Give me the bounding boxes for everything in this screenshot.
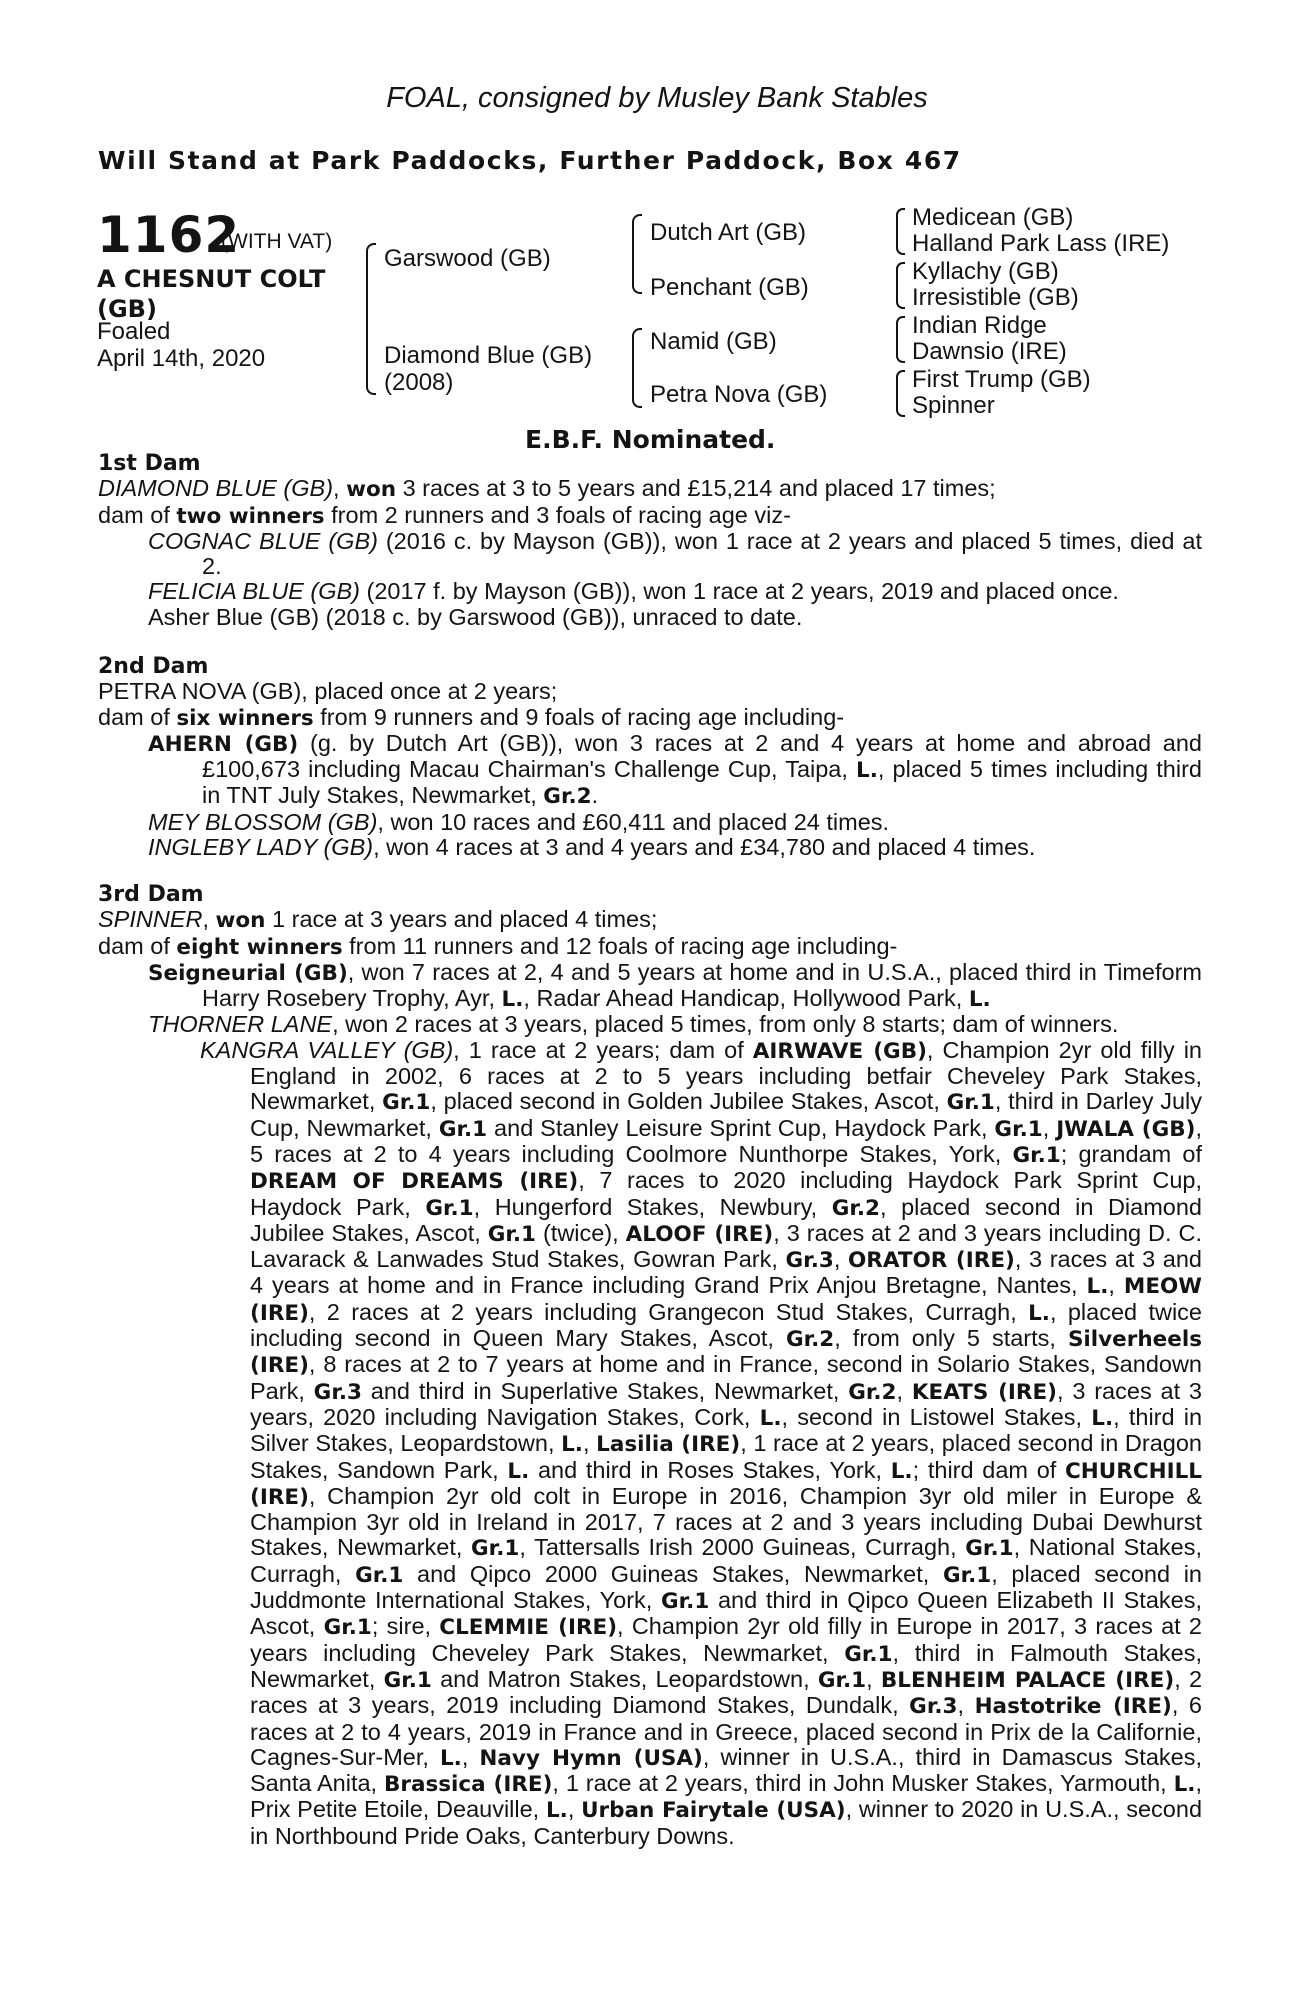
- pedigree-g6: Dawnsio (IRE): [912, 338, 1067, 365]
- pedigree-dam: Diamond Blue (GB): [384, 342, 593, 369]
- second-dam-heading: 2nd Dam: [98, 654, 209, 679]
- third-dam-produce-line: dam of eight winners from 11 runners and 12 foals of racing age including-: [98, 932, 898, 960]
- pedigree-g5: Indian Ridge: [912, 312, 1047, 339]
- pedigree-brace-g3: [896, 316, 905, 363]
- foaled-label: Foaled: [97, 318, 171, 345]
- pedigree-g7: First Trump (GB): [912, 366, 1091, 393]
- pedigree-sire-dam: Penchant (GB): [650, 274, 809, 301]
- second-dam-produce-2: MEY BLOSSOM (GB), won 10 races and £60,411 and placed 24 times.: [148, 808, 890, 835]
- pedigree-brace-sire: [632, 214, 642, 294]
- pedigree-g3: Kyllachy (GB): [912, 258, 1059, 285]
- pedigree-g1: Medicean (GB): [912, 204, 1074, 231]
- first-dam-produce-1: COGNAC BLUE (GB) (2016 c. by Mayson (GB)), won 1 race at 2 years and placed 5 times, died at 2.: [148, 527, 1202, 580]
- pedigree-brace-g1: [896, 208, 905, 255]
- third-dam-heading: 3rd Dam: [98, 882, 204, 907]
- pedigree-dam-year: (2008): [384, 369, 454, 396]
- pedigree-sire: Garswood (GB): [384, 245, 551, 272]
- second-dam-produce-1: AHERN (GB) (g. by Dutch Art (GB)), won 3 races at 2 and 4 years at home and abroad and £100,673 including Macau Chairman's Challenge Cup, Taipa, L., placed 5 times including third in TNT July Stakes, Newmarket, Gr.2.: [148, 729, 1202, 810]
- third-dam-line: SPINNER, won 1 race at 3 years and placed 4 times;: [98, 906, 658, 934]
- third-dam-section: [98, 882, 1202, 1849]
- third-dam-produce-2: THORNER LANE, won 2 races at 3 years, placed 5 times, from only 8 starts; dam of winners.: [148, 1011, 1119, 1038]
- second-dam-line: PETRA NOVA (GB), placed once at 2 years;: [98, 678, 558, 705]
- second-dam-produce-3: INGLEBY LADY (GB), won 4 races at 3 and 4 years and £34,780 and placed 4 times.: [148, 834, 1036, 861]
- ebf-nominated: E.B.F. Nominated.: [525, 425, 776, 454]
- lot-number: 1162: [97, 206, 241, 264]
- pedigree-brace-g2: [896, 262, 905, 309]
- pedigree-brace-dam: [632, 328, 642, 408]
- vat-label: (WITH VAT): [221, 230, 333, 253]
- stand-location: Will Stand at Park Paddocks, Further Paddock, Box 467: [98, 146, 962, 175]
- pedigree-g2: Halland Park Lass (IRE): [912, 230, 1170, 257]
- consignment-line: FOAL, consigned by Musley Bank Stables: [386, 82, 928, 114]
- pedigree-dam-dam: Petra Nova (GB): [650, 381, 828, 408]
- pedigree-brace-g4: [896, 370, 905, 417]
- first-dam-line: DIAMOND BLUE (GB), won 3 races at 3 to 5 years and £15,214 and placed 17 times;: [98, 475, 996, 503]
- pedigree-g4: Irresistible (GB): [912, 284, 1079, 311]
- foaled-info: [97, 318, 265, 372]
- pedigree-g8: Spinner: [912, 392, 995, 419]
- lot-description-line2: (GB): [97, 295, 157, 323]
- pedigree-brace-main: [366, 243, 376, 395]
- first-dam-produce-line: dam of two winners from 2 runners and 3 foals of racing age viz-: [98, 501, 791, 529]
- second-dam-produce-line: dam of six winners from 9 runners and 9 foals of racing age including-: [98, 703, 845, 731]
- pedigree-sire-sire: Dutch Art (GB): [650, 219, 807, 246]
- first-dam-section: [98, 451, 1202, 630]
- lot-description: [97, 264, 325, 324]
- first-dam-produce-2: FELICIA BLUE (GB) (2017 f. by Mayson (GB)), won 1 race at 2 years, 2019 and placed once.: [148, 578, 1119, 605]
- lot-description-line1: A CHESNUT COLT: [97, 265, 326, 293]
- pedigree-dam-sire: Namid (GB): [650, 328, 777, 355]
- second-dam-section: [98, 654, 1202, 860]
- third-dam-produce-1: Seigneurial (GB), won 7 races at 2, 4 and 5 years at home and in U.S.A., placed third in Timeform Harry Rosebery Trophy, Ayr, L., Radar Ahead Handicap, Hollywood Park, L.: [148, 958, 1202, 1013]
- first-dam-heading: 1st Dam: [98, 451, 201, 476]
- foaled-date: April 14th, 2020: [97, 345, 266, 372]
- kangra-valley-paragraph: KANGRA VALLEY (GB), 1 race at 2 years; dam of AIRWAVE (GB), Champion 2yr old filly in England in 2002, 6 races at 2 to 5 years including betfair Cheveley Park Stakes, Newmarket, Gr.1, placed second in Golden Jubilee Stakes, Ascot, Gr.1, third in Darley July Cup, Newmarket, Gr.1 and Stanley Leisure Sprint Cup, Haydock Park, Gr.1, JWALA (GB), 5 races at 2 to 4 years including Coolmore Nunthorpe Stakes, York, Gr.1; grandam of DREAM OF DREAMS (IRE), 7 races to 2020 including Haydock Park Sprint Cup, Haydock Park, Gr.1, Hungerford Stakes, Newbury, Gr.2, placed second in Diamond Jubilee Stakes, Ascot, Gr.1 (twice), ALOOF (IRE), 3 races at 2 and 3 years including D. C. Lavarack & Lanwades Stud Stakes, Gowran Park, Gr.3, ORATOR (IRE), 3 races at 3 and 4 years at home and in France including Grand Prix Anjou Bretagne, Nantes, L., MEOW (IRE), 2 races at 2 years including Grangecon Stud Stakes, Curragh, L., placed twice including second in Queen Mary Stakes, Ascot, Gr.2, from only 5 starts, Silverheels (IRE), 8 races at 2 to 7 years at home and in France, second in Solario Stakes, Sandown Park, Gr.3 and third in Superlative Stakes, Newmarket, Gr.2, KEATS (IRE), 3 races at 3 years, 2020 including Navigation Stakes, Cork, L., second in Listowel Stakes, L., third in Silver Stakes, Leopardstown, L., Lasilia (IRE), 1 race at 2 years, placed second in Dragon Stakes, Sandown Park, L. and third in Roses Stakes, York, L.; third dam of CHURCHILL (IRE), Champion 2yr old colt in Europe in 2016, Champion 3yr old miler in Europe & Champion 3yr old in Ireland in 2017, 7 races at 2 and 3 years including Dubai Dewhurst Stakes, Newmarket, Gr.1, Tattersalls Irish 2000 Guineas, Curragh, Gr.1, National Stakes, Curragh, Gr.1 and Qipco 2000 Guineas Stakes, Newmarket, Gr.1, placed second in Juddmonte International Stakes, York, Gr.1 and third in Qipco Queen Elizabeth II Stakes, Ascot, Gr.1; sire, CLEMMIE (IRE), Champion 2yr old filly in Europe in 2017, 3 races at 2 years including Cheveley Park Stakes, Newmarket, Gr.1, third in Falmouth Stakes, Newmarket, Gr.1 and Matron Stakes, Leopardstown, Gr.1, BLENHEIM PALACE (IRE), 2 races at 3 years, 2019 including Diamond Stakes, Dundalk, Gr.3, Hastotrike (IRE), 6 races at 2 to 4 years, 2019 in France and in Greece, placed second in Prix de la Californie, Cagnes-Sur-Mer, L., Navy Hymn (USA), winner in U.S.A., third in Damascus Stakes, Santa Anita, Brassica (IRE), 1 race at 2 years, third in John Musker Stakes, Yarmouth, L., Prix Petite Etoile, Deauville, L., Urban Fairytale (USA), winner to 2020 in U.S.A., second in Northbound Pride Oaks, Canterbury Downs.: [200, 1036, 1203, 1849]
- first-dam-produce-3: Asher Blue (GB) (2018 c. by Garswood (GB)), unraced to date.: [148, 603, 803, 630]
